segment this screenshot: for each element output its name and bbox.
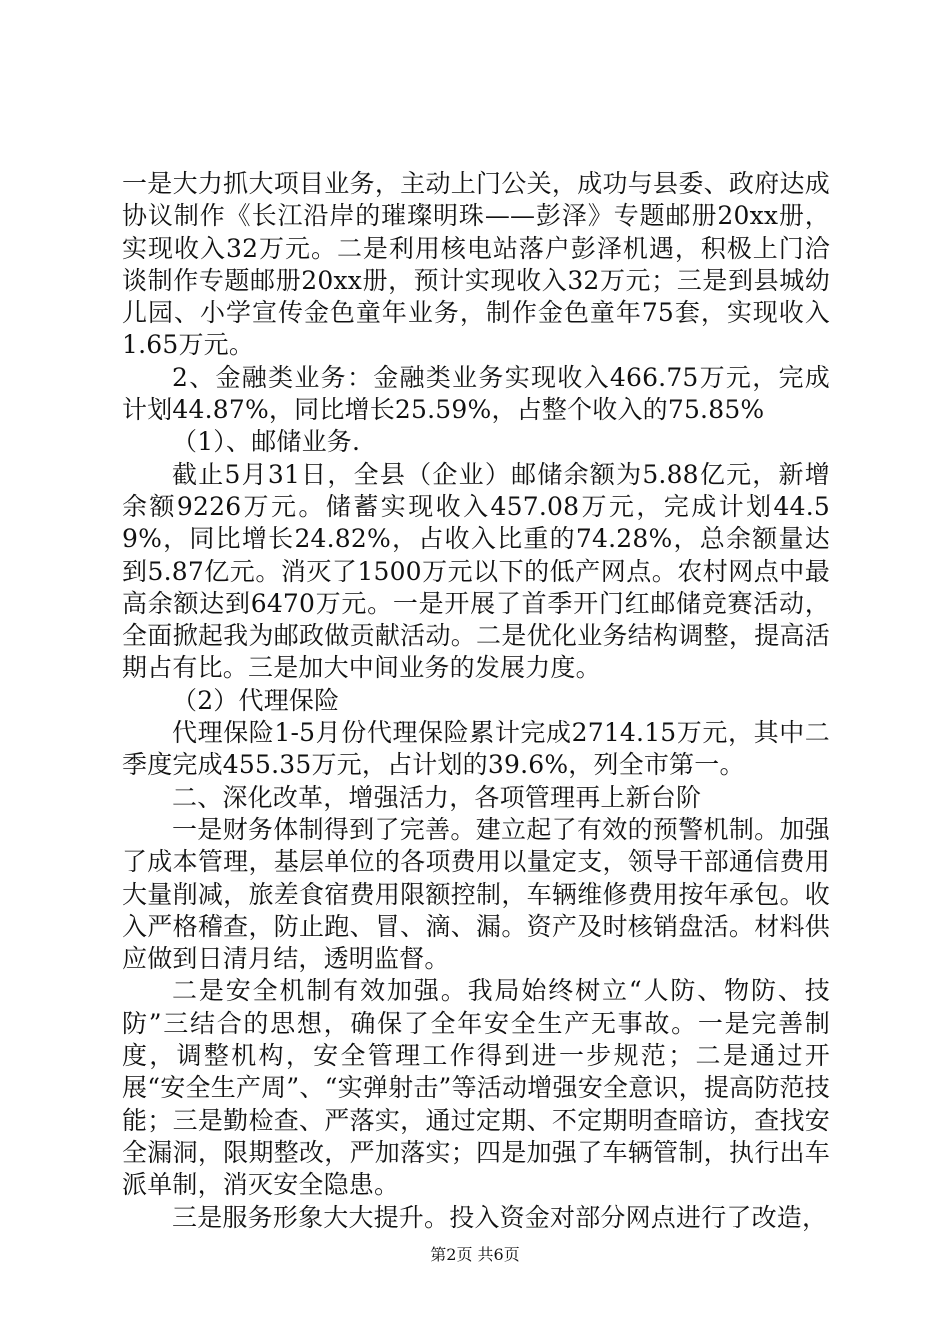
paragraph-service-image: 三是服务形象大大提升。投入资金对部分网点进行了改造， — [172, 1202, 828, 1232]
paragraph-safety-mechanism: 二是安全机制有效加强。我局始终树立“人防、物防、技防”三结合的思想，确保了全年安全生产无事故。一是完善制度，调整机构，安全管理工作得到进一步规范；二是通过开展“安全生产周”、“实弹射击”等活动增强安全意识，提高防范技能；三是勤检查、严落实，通过定期、不定期明查暗访，查找安全漏洞，限期整改，严加落实；四是加强了车辆管制，执行出车派单制，消灭安全隐患。 — [122, 976, 830, 1200]
subheading-postal-savings: （1）、邮储业务. — [172, 427, 361, 457]
paragraph-agency-insurance: 代理保险1-5月份代理保险累计完成2714.15万元，其中二季度完成455.35万元，占计划的39.6%，列全市第一。 — [122, 718, 830, 780]
paragraph-major-projects: 一是大力抓大项目业务，主动上门公关，成功与县委、政府达成协议制作《长江沿岸的璀璨明珠——彭泽》专题邮册20xx册，实现收入32万元。二是利用核电站落户彭泽机遇，积极上门洽谈制作专题邮册20xx册，预计实现收入32万元；三是到县城幼儿园、小学宣传金色童年业务，制作金色童年75套，实现收入1.65万元。 — [122, 169, 830, 360]
paragraph-postal-savings: 截止5月31日，全县（企业）邮储余额为5.88亿元，新增余额9226万元。储蓄实现收入457.08万元，完成计划44.59%，同比增长24.82%，占收入比重的74.28%，总余额量达到5.87亿元。消灭了1500万元以下的低产网点。农村网点中最高余额达到6470万元。一是开展了首季开门红邮储竞赛活动，全面掀起我为邮政做贡献活动。二是优化业务结构调整，提高活期占有比。三是加大中间业务的发展力度。 — [122, 459, 830, 683]
heading-section-two: 二、深化改革，增强活力，各项管理再上新台阶 — [172, 782, 702, 812]
paragraph-financial-business: 2、金融类业务：金融类业务实现收入466.75万元，完成计划44.87%，同比增长25.59%，占整个收入的75.85% — [122, 362, 830, 425]
page-footer: 第2页 共6页 — [430, 1245, 520, 1264]
paragraph-finance-system: 一是财务体制得到了完善。建立起了有效的预警机制。加强了成本管理，基层单位的各项费用以量定支，领导干部通信费用大量削减，旅差食宿费用限额控制，车辆维修费用按年承包。收入严格稽查，防止跑、冒、滴、漏。资产及时核销盘活。材料供应做到日清月结，透明监督。 — [122, 814, 830, 974]
document-body — [122, 168, 830, 1234]
subheading-agency-insurance: （2）代理保险 — [172, 685, 340, 715]
